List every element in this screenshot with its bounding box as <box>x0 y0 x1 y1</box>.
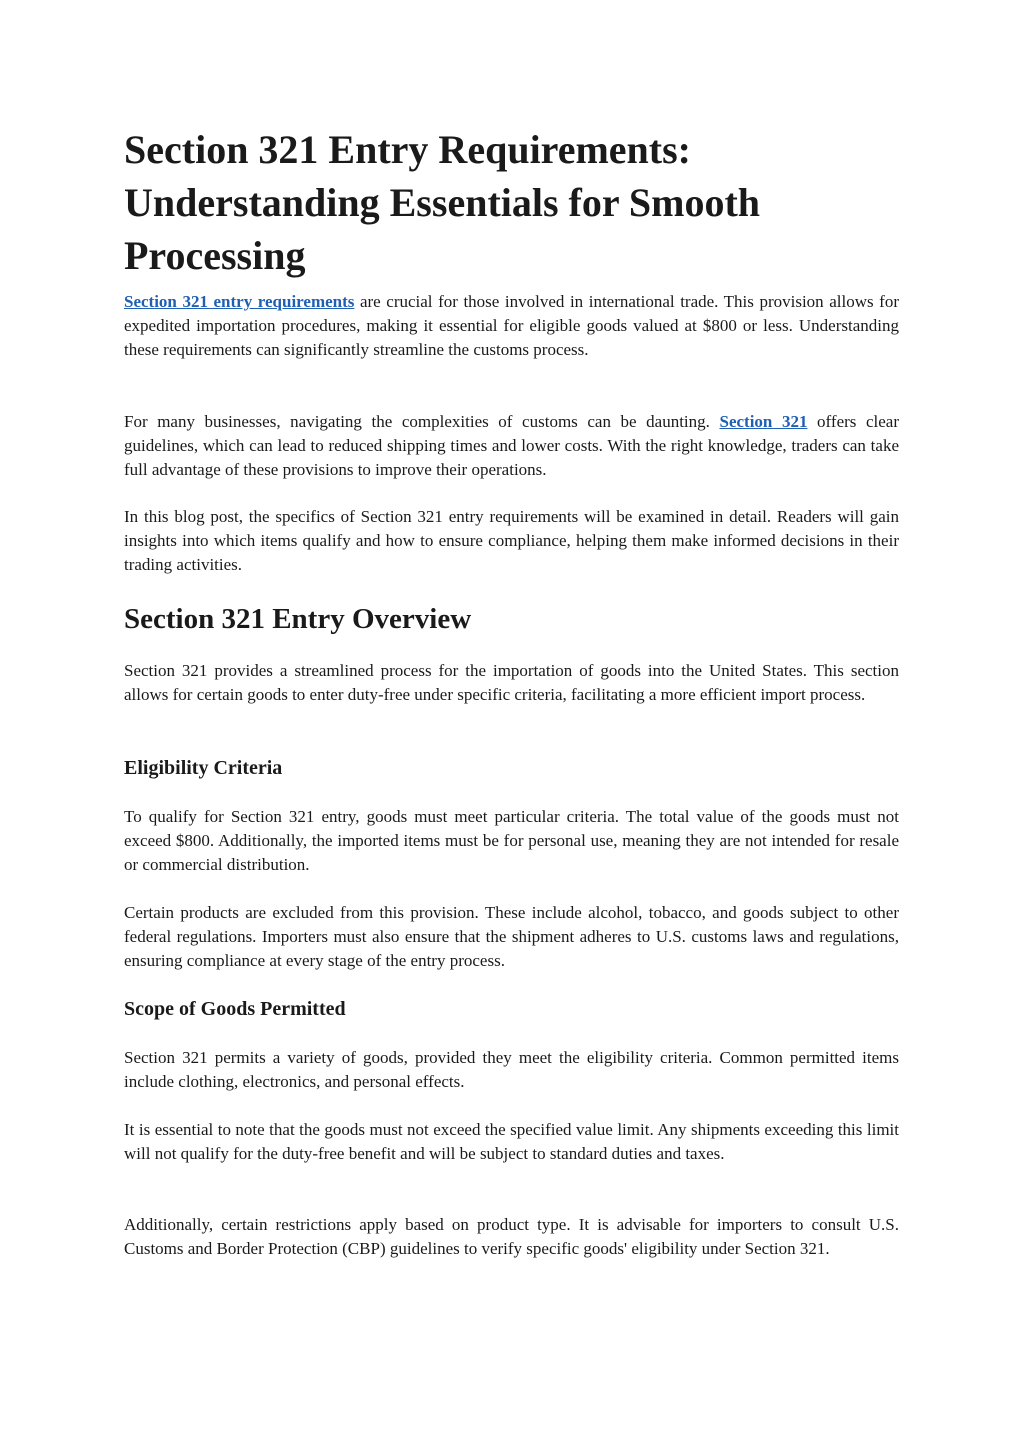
section-321-link[interactable]: Section 321 <box>719 412 808 431</box>
heading-overview: Section 321 Entry Overview <box>124 603 472 635</box>
page-title: Section 321 Entry Requirements: Understanding Essentials for Smooth Processing <box>124 127 761 278</box>
section-321-entry-requirements-link[interactable]: Section 321 entry requirements <box>124 292 355 311</box>
paragraph-scope-1: Section 321 permits a variety of goods, provided they meet the eligibility criteria. Common permitted items include clothing, electronics, and personal effects. <box>124 1048 899 1091</box>
heading-scope: Scope of Goods Permitted <box>124 998 346 1020</box>
para2-text-before: For many businesses, navigating the complexities of customs can be daunting. <box>124 412 720 431</box>
paragraph-scope-2: It is essential to note that the goods must not exceed the specified value limit. Any shipments exceeding this limit will not qualify for the duty-free benefit and will be subject to standard duties and taxes. <box>124 1120 899 1163</box>
intro-paragraph <box>124 290 899 362</box>
heading-eligibility: Eligibility Criteria <box>124 757 283 779</box>
paragraph-businesses <box>124 410 899 482</box>
intro-text: are crucial for those involved in international trade. This provision allows for expedited importation procedures, making it essential for eligible goods valued at $800 or less. Understanding these requirements can significantly streamline the customs process. <box>124 292 899 359</box>
paragraph-eligibility-2: Certain products are excluded from this provision. These include alcohol, tobacco, and goods subject to other federal regulations. Importers must also ensure that the shipment adheres to U.S. customs laws and regulations, ensuring compliance at every stage of the entry process. <box>124 903 899 970</box>
paragraph-eligibility-1: To qualify for Section 321 entry, goods must meet particular criteria. The total value of the goods must not exceed $800. Additionally, the imported items must be for personal use, meaning they are not intended for resale or commercial distribution. <box>124 807 899 874</box>
paragraph-blog-post: In this blog post, the specifics of Section 321 entry requirements will be examined in detail. Readers will gain insights into which items qualify and how to ensure compliance, helping them make informed decisions in their trading activities. <box>124 507 899 574</box>
para2-text-after: offers clear guidelines, which can lead to reduced shipping times and lower costs. With the right knowledge, traders can take full advantage of these provisions to improve their operations. <box>124 412 899 479</box>
paragraph-scope-3: Additionally, certain restrictions apply based on product type. It is advisable for importers to consult U.S. Customs and Border Protection (CBP) guidelines to verify specific goods' eligibility under Section 321. <box>124 1215 899 1258</box>
paragraph-overview: Section 321 provides a streamlined process for the importation of goods into the United States. This section allows for certain goods to enter duty-free under specific criteria, facilitating a more efficient import process. <box>124 661 899 704</box>
